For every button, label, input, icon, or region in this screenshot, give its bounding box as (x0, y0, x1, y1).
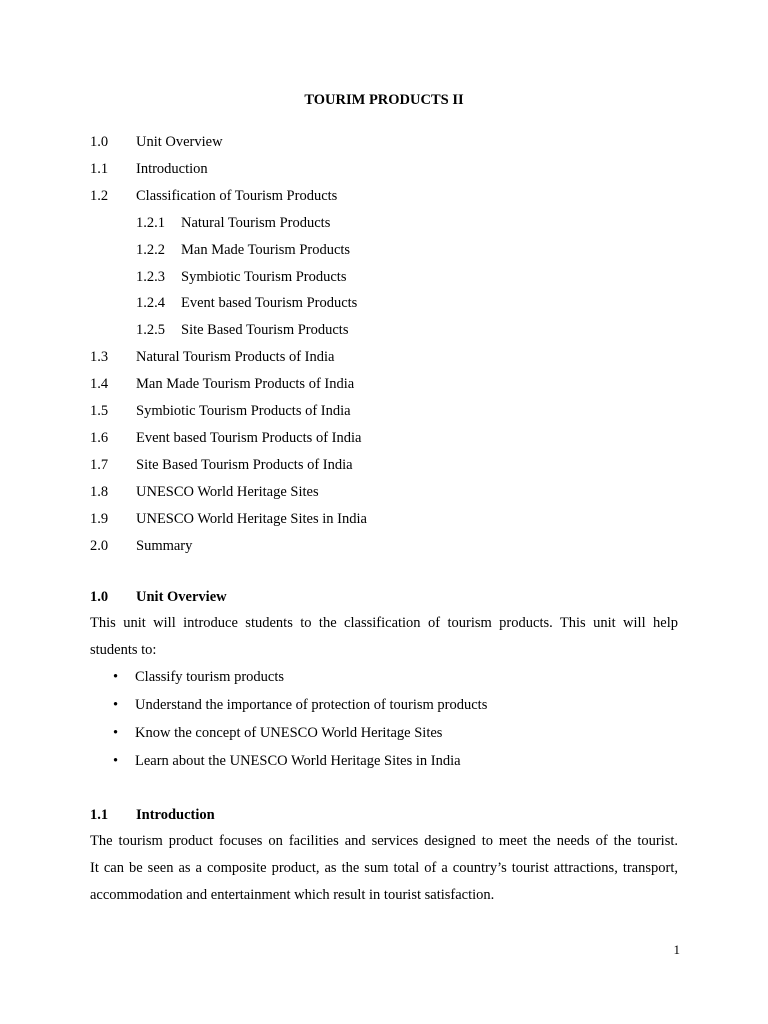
toc-entry-text: UNESCO World Heritage Sites (136, 484, 319, 500)
toc-entry-number: 1.0 (90, 134, 109, 150)
toc-entry-text: Summary (136, 538, 193, 554)
bullet-icon: • (113, 669, 119, 685)
bullet-icon: • (113, 725, 119, 741)
section-title: Introduction (136, 807, 215, 823)
toc-entry-number: 1.2.4 (136, 295, 165, 311)
section-number: 1.1 (90, 807, 109, 823)
toc-entry-text: UNESCO World Heritage Sites in India (136, 511, 367, 527)
objectives-list (113, 667, 487, 779)
toc-entry-text: Event based Tourism Products of India (136, 430, 362, 446)
list-item-text: Understand the importance of protection of tourism products (135, 697, 488, 713)
toc-entry-text: Unit Overview (136, 134, 223, 150)
toc-entry-number: 1.2.3 (136, 269, 165, 285)
toc-entry-number: 1.2.5 (136, 322, 165, 338)
paragraph-line: This unit will introduce students to the classification of tourism products. This unit will help (90, 615, 678, 631)
toc-entry-number: 1.2 (90, 188, 109, 204)
toc-entry-text: Classification of Tourism Products (136, 188, 338, 204)
toc-entry-number: 1.2.1 (136, 215, 165, 231)
toc-entry-text: Man Made Tourism Products (181, 242, 351, 258)
paragraph-line: It can be seen as a composite product, as the sum total of a country’s tourist attractions, transport, (90, 860, 678, 876)
paragraph-line: students to: (90, 642, 157, 658)
list-item-text: Know the concept of UNESCO World Heritage Sites (135, 725, 443, 741)
toc-entry-number: 1.7 (90, 457, 109, 473)
list-item-text: Classify tourism products (135, 669, 285, 685)
list-item (113, 751, 487, 779)
section-title: Unit Overview (136, 589, 227, 605)
page-number: 1 (673, 942, 680, 957)
list-item (113, 695, 487, 723)
toc-entry-number: 1.6 (90, 430, 109, 446)
list-item-text: Learn about the UNESCO World Heritage Sites in India (135, 753, 461, 769)
bullet-icon: • (113, 697, 119, 713)
paragraph-line: The tourism product focuses on facilities and services designed to meet the needs of the tourist. (90, 833, 678, 849)
introduction-paragraph (90, 828, 678, 909)
toc-entry-number: 2.0 (90, 538, 109, 554)
document-title: TOURIM PRODUCTS II (304, 92, 464, 108)
toc-entry-text: Introduction (136, 161, 208, 177)
list-item (113, 667, 487, 695)
toc-entry-text: Natural Tourism Products (181, 215, 331, 231)
toc-entry-text: Symbiotic Tourism Products (181, 269, 347, 285)
toc-entry-text: Event based Tourism Products (181, 295, 358, 311)
toc-entry-text: Site Based Tourism Products (181, 322, 349, 338)
bullet-icon: • (113, 753, 119, 769)
list-item (113, 723, 487, 751)
section-number: 1.0 (90, 589, 109, 605)
unit-overview-paragraph (90, 610, 678, 664)
toc-entry-number: 1.3 (90, 349, 109, 365)
toc-entry-text: Natural Tourism Products of India (136, 349, 335, 365)
toc-entry-text: Symbiotic Tourism Products of India (136, 403, 351, 419)
toc-entry-text: Man Made Tourism Products of India (136, 376, 355, 392)
toc-entry-number: 1.1 (90, 161, 109, 177)
toc-entry-number: 1.9 (90, 511, 109, 527)
toc-entry-number: 1.8 (90, 484, 109, 500)
toc-entry-number: 1.4 (90, 376, 109, 392)
toc-entry-number: 1.5 (90, 403, 109, 419)
paragraph-line: accommodation and entertainment which result in tourist satisfaction. (90, 887, 495, 903)
toc-entry-number: 1.2.2 (136, 242, 165, 258)
toc-entry-text: Site Based Tourism Products of India (136, 457, 353, 473)
